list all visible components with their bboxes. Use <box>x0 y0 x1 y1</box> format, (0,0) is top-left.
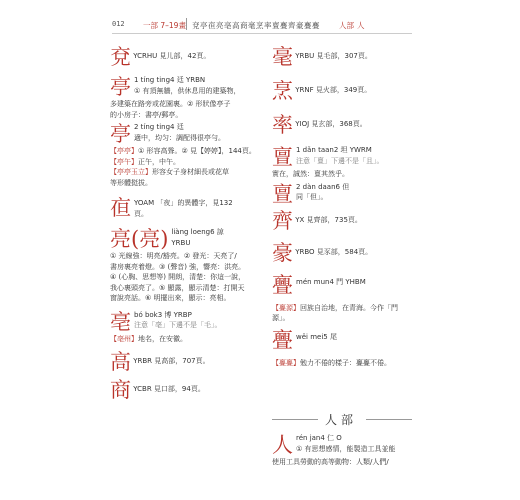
entry-shang <box>110 378 258 402</box>
sub-def: 正午，中午。 <box>138 157 180 166</box>
sub-term: 【亳州】 <box>110 334 138 343</box>
headword: 亭 <box>110 122 131 146</box>
entry-wei <box>272 328 420 369</box>
entry-yan <box>110 45 258 69</box>
headword: 兗 <box>110 45 131 69</box>
entry-line: mén mun4 門 YHBM <box>296 277 366 286</box>
headword: 商 <box>110 378 131 402</box>
entry-line: 同「但」。 <box>296 193 328 201</box>
entry-dan2 <box>272 181 420 206</box>
entry-line: 頁。 <box>134 209 148 218</box>
entry-line: bó bok3 博 YRBP <box>134 310 192 319</box>
section-rule-left <box>272 419 318 420</box>
entry-line: 書房裏亮着燈。③ (聲音) 強，響亮：洪亮。 <box>110 262 246 271</box>
section-title: 人部 <box>325 413 358 427</box>
headword: 亭 <box>110 75 131 99</box>
headword: 亮(亮) <box>110 227 169 251</box>
header-section-2: 人 <box>357 21 365 30</box>
entry-gao <box>110 350 258 374</box>
entry-line: 實在，誠然：亶其然乎。 <box>272 170 349 178</box>
headword: 率 <box>272 113 293 137</box>
sub-def: 地名，在安徽。 <box>138 334 187 343</box>
entry-bo <box>110 310 258 345</box>
entry-dan1 <box>272 145 420 180</box>
running-header <box>0 17 520 33</box>
headword: 毫 <box>272 45 293 69</box>
right-column <box>272 45 420 368</box>
headword: 亱 <box>110 196 131 220</box>
entry-line: liàng loeng6 諒 <box>171 228 224 236</box>
entry-line: ① 光線強：明亮/豁亮。② 發光：天亮了/ <box>110 252 237 260</box>
entry-line: 1 tíng ting4 廷 YRBN <box>134 76 206 84</box>
entry-text: YCBR 見口部，94頁。 <box>133 385 205 393</box>
header-rule <box>112 33 412 34</box>
headword: 亹 <box>272 327 293 352</box>
entry-hao2 <box>272 241 420 265</box>
entry-note: 注意「亳」下邊不是「毛」。 <box>134 321 222 329</box>
entry-line: 1 dǎn taan2 坦 YWRM <box>296 146 372 154</box>
entry-hao <box>272 45 420 69</box>
headword: 豪 <box>272 240 293 265</box>
left-column <box>110 45 258 402</box>
entry-qi <box>272 209 420 233</box>
headword: 高 <box>110 350 131 374</box>
headword: 亳 <box>110 309 131 334</box>
header-section: 人部 <box>339 21 354 30</box>
entry-line: 使用工具勞動的高等動物：人類/人們/ <box>272 458 389 466</box>
headword: 亹 <box>272 272 293 297</box>
entry-line: 窗說亮話。⑥ 明擺出來，顯示：亮相。 <box>110 294 231 302</box>
header-chars: 兗亭亱亮亳高商毫烹率亶亹齊豪亹亹 <box>192 21 320 30</box>
sub-term: 【亭亭玉立】 <box>110 168 152 176</box>
header-divider <box>186 18 187 30</box>
entry-line: 的小房子：書亭/郵亭。 <box>110 110 183 119</box>
entry-text: YX 見齊部，735頁。 <box>295 215 362 224</box>
entry-text: YRBU 見毛部，307頁。 <box>295 52 372 60</box>
entry-ting2 <box>110 122 258 188</box>
entry-line: 多建築在路旁或花園裏。② 形狀像亭子 <box>110 100 231 108</box>
sub-def: 源」。 <box>272 314 290 322</box>
headword: 人 <box>272 433 293 457</box>
entry-line: YRBU <box>171 238 191 247</box>
sub-term: 【亹亹】 <box>272 358 300 367</box>
sub-def: ① 形容高聳。② 見【婷婷】，144頁。 <box>138 147 256 155</box>
headword: 亶 <box>272 145 293 169</box>
entry-peng <box>272 79 420 103</box>
entry-men <box>272 273 420 324</box>
headword: 齊 <box>272 208 293 233</box>
entry-text: YRBO 見豕部，584頁。 <box>295 247 373 256</box>
entry-ting1 <box>110 75 258 120</box>
page-number: 012 <box>112 20 125 28</box>
entry-line: 2 dàn daan6 但 <box>296 182 350 191</box>
entry-text: YRBR 見高部，707頁。 <box>133 357 210 365</box>
entry-line: 2 tíng ting4 廷 <box>134 123 184 131</box>
radical-range: 一部 7–19畫 <box>143 21 186 30</box>
sub-def: 勉力不倦的樣子：亹亹不倦。 <box>300 358 391 367</box>
headword: 烹 <box>272 79 293 103</box>
sub-term: 【亭午】 <box>110 157 138 166</box>
entry-line: 我心裏頭亮了。⑤ 顯露，顯示清楚：打開天 <box>110 283 245 292</box>
section-rule-right <box>366 419 412 420</box>
sub-def: 形容女子身材細長或花草 <box>152 168 229 176</box>
entry-text: YRNF 見火部，349頁。 <box>295 86 372 94</box>
entry-ren <box>272 433 420 468</box>
sub-def: 等形體挺拔。 <box>110 178 152 187</box>
entry-line: rén jan4 仁 O <box>296 434 342 442</box>
sub-term: 【亹源】 <box>272 303 300 312</box>
entry-liang <box>110 227 258 304</box>
entry-line: ① 有思想感情，能製造工具並能 <box>296 444 396 453</box>
entry-ye <box>110 196 258 219</box>
entry-line: 適中，均匀：調配得很亭勻。 <box>134 133 225 142</box>
entry-note: 注意「亶」下邊不是「且」。 <box>296 156 384 165</box>
entry-text: YCRHU 見儿部，42頁。 <box>133 52 211 60</box>
sub-term: 【亭亭】 <box>110 147 138 155</box>
entry-text: YIOJ 見玄部，368頁。 <box>295 120 367 128</box>
entry-line: wěi mei5 尾 <box>296 332 337 341</box>
entry-line: YOAM 「夜」的異體字，見132 <box>134 199 233 207</box>
entry-lv <box>272 113 420 137</box>
sub-def: 回族自治地，在青海。今作「門 <box>300 303 398 312</box>
headword: 亶 <box>272 181 293 206</box>
entry-line: ① 有頂無牆，供休息用的建築物， <box>134 86 241 95</box>
entry-line: ④ (心胸、思想等) 開朗，清楚：你這一說， <box>110 273 246 281</box>
